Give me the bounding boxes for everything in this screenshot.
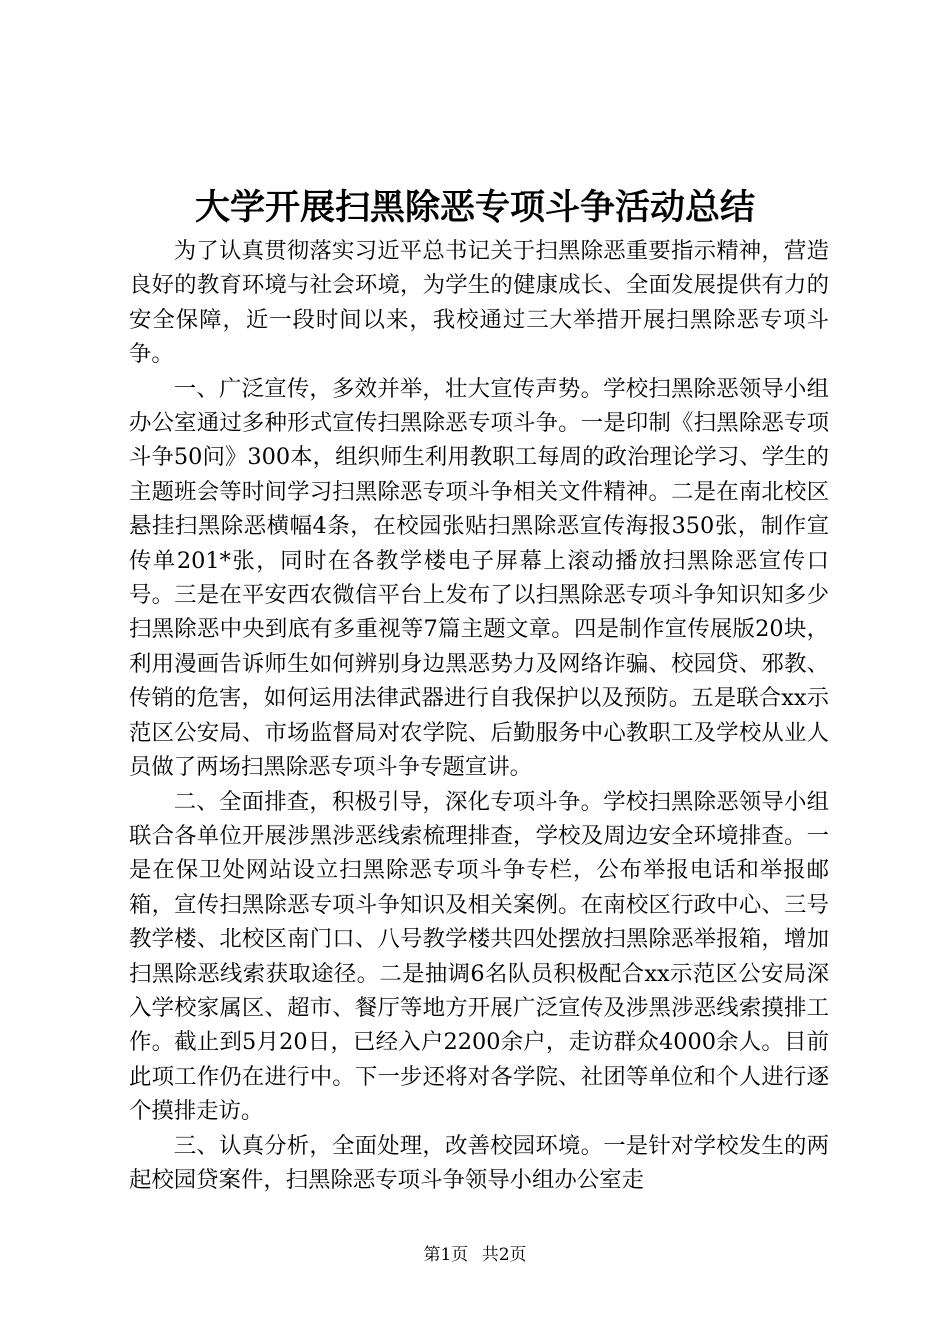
paragraph-section-3: 三、认真分析，全面处理，改善校园环境。一是针对学校发生的两起校园贷案件，扫黑除恶专项斗争领导小组办公室走 xyxy=(129,1132,829,1193)
document-body xyxy=(129,234,829,1197)
page-number: 第1页 xyxy=(423,1245,469,1265)
paragraph-section-2: 二、全面排查，积极引导，深化专项斗争。学校扫黑除恶领导小组联合各单位开展涉黑涉恶线索梳理排查，学校及周边安全环境排查。一是在保卫处网站设立扫黑除恶专项斗争专栏，公布举报电话和举报邮箱，宣传扫黑除恶专项斗争知识及相关案例。在南校区行政中心、三号教学楼、北校区南门口、八号教学楼共四处摆放扫黑除恶举报箱，增加扫黑除恶线索获取途径。二是抽调6名队员积极配合xx示范区公安局深入学校家属区、超市、餐厅等地方开展广泛宣传及涉黑涉恶线索摸排工作。截止到5月20日，已经入户2200余户，走访群众4000余人。目前此项工作仍在进行中。下一步还将对各学院、社团等单位和个人进行逐个摸排走访。 xyxy=(129,788,829,1125)
paragraph-intro: 为了认真贯彻落实习近平总书记关于扫黑除恶重要指示精神，营造良好的教育环境与社会环境，为学生的健康成长、全面发展提供有力的安全保障，近一段时间以来，我校通过三大举措开展扫黑除恶专项斗争。 xyxy=(129,238,829,368)
page-footer xyxy=(0,1243,950,1267)
page-total: 共2页 xyxy=(481,1245,527,1265)
document-title: 大学开展扫黑除恶专项斗争活动总结 xyxy=(194,187,755,228)
paragraph-section-1: 一、广泛宣传，多效并举，壮大宣传声势。学校扫黑除恶领导小组办公室通过多种形式宣传扫黑除恶专项斗争。一是印制《扫黑除恶专项斗争50问》300本，组织师生利用教职工每周的政治理论学习、学生的主题班会等时间学习扫黑除恶专项斗争相关文件精神。二是在南北校区悬挂扫黑除恶横幅4条，在校园张贴扫黑除恶宣传海报350张，制作宣传单201*张，同时在各教学楼电子屏幕上滚动播放扫黑除恶宣传口号。三是在平安西农微信平台上发布了以扫黑除恶专项斗争知识知多少扫黑除恶中央到底有多重视等7篇主题文章。四是制作宣传展版20块，利用漫画告诉师生如何辨别身边黑恶势力及网络诈骗、校园贷、邪教、传销的危害，如何运用法律武器进行自我保护以及预防。五是联合xx示范区公安局、市场监督局对农学院、后勤服务中心教职工及学校从业人员做了两场扫黑除恶专项斗争专题宣讲。 xyxy=(129,375,829,781)
